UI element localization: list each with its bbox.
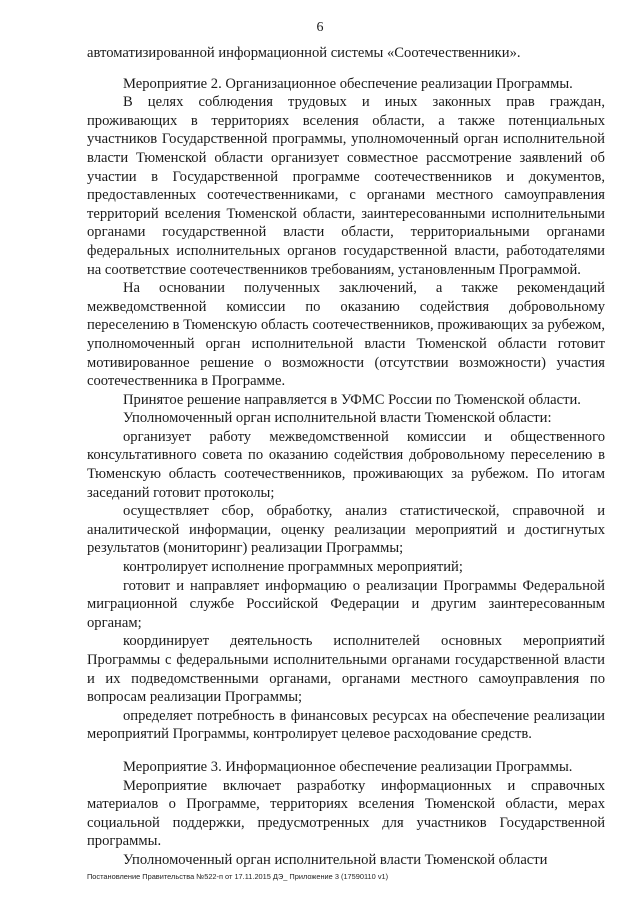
list-item: осуществляет сбор, обработку, анализ статистической, справочной и аналитической информации, оценку реализации мероприятий и достигнутых результатов (мониторинг) реализации Программы; xyxy=(87,503,605,557)
list-item: контролирует исполнение программных мероприятий; xyxy=(123,559,463,576)
paragraph: автоматизированной информационной системы «Соотечественники». xyxy=(87,45,521,61)
section-heading-3: Мероприятие 3. Информационное обеспечение реализации Программы. xyxy=(123,758,573,775)
paragraph: Мероприятие включает разработку информационных и справочных материалов о Программе, территориях вселения Тюменской области, мерах социальной поддержки, предусмотренных для участников Государственной программы. xyxy=(87,777,605,850)
document-footer: Постановление Правительства №522-п от 17.11.2015 ДЭ_ Приложение 3 (17590110 v1) xyxy=(87,872,389,881)
section-heading-2: Мероприятие 2. Организационное обеспечение реализации Программы. xyxy=(123,75,573,92)
list-item: готовит и направляет информацию о реализации Программы Федеральной миграционной службе Российской Федерации и другим заинтересованным органам; xyxy=(87,577,605,631)
list-item: определяет потребность в финансовых ресурсах на обеспечение реализации мероприятий Программы, контролирует целевое расходование средств. xyxy=(87,707,605,743)
page-number: 6 xyxy=(316,20,324,35)
paragraph: Принятое решение направляется в УФМС России по Тюменской области. xyxy=(123,391,581,408)
paragraph: В целях соблюдения трудовых и иных законных прав граждан, проживающих в территориях вселения области, а также потенциальных участников Государственной программы, уполномоченный орган исполнительной власти Тюменской области организует совместное рассмотрение заявлений об участии в Государственной программе соотечественников и документов, предоставленных соотечественниками, с органами местного самоуправления территорий вселения Тюменской области, заинтересованными исполнительными органами государственной власти области, территориальными органами федеральных исполнительных органов государственной власти, работодателями на соответствие соотечественников требованиям, установленным Программой. xyxy=(87,94,605,278)
list-item: координирует деятельность исполнителей основных мероприятий Программы с федеральными исполнительными органами государственной власти и их подведомственными органами, органами местного самоуправления по вопросам реализации Программы; xyxy=(87,633,605,706)
paragraph: Уполномоченный орган исполнительной власти Тюменской области xyxy=(123,851,548,868)
list-item: организует работу межведомственной комиссии и общественного консультативного совета по оказанию содействия добровольному переселению в Тюменскую область соотечественников, проживающих за рубежом. По итогам заседаний готовит протоколы; xyxy=(87,428,605,501)
paragraph: Уполномоченный орган исполнительной власти Тюменской области: xyxy=(123,410,552,427)
document-body xyxy=(87,44,605,870)
paragraph: На основании полученных заключений, а также рекомендаций межведомственной комиссии по оказанию содействия добровольному переселению в Тюменскую область соотечественников, проживающих за рубежом, уполномоченный орган исполнительной власти Тюменской области готовит мотивированное решение о возможности (отсутствии возможности) участия соотечественника в Программе. xyxy=(87,280,605,390)
